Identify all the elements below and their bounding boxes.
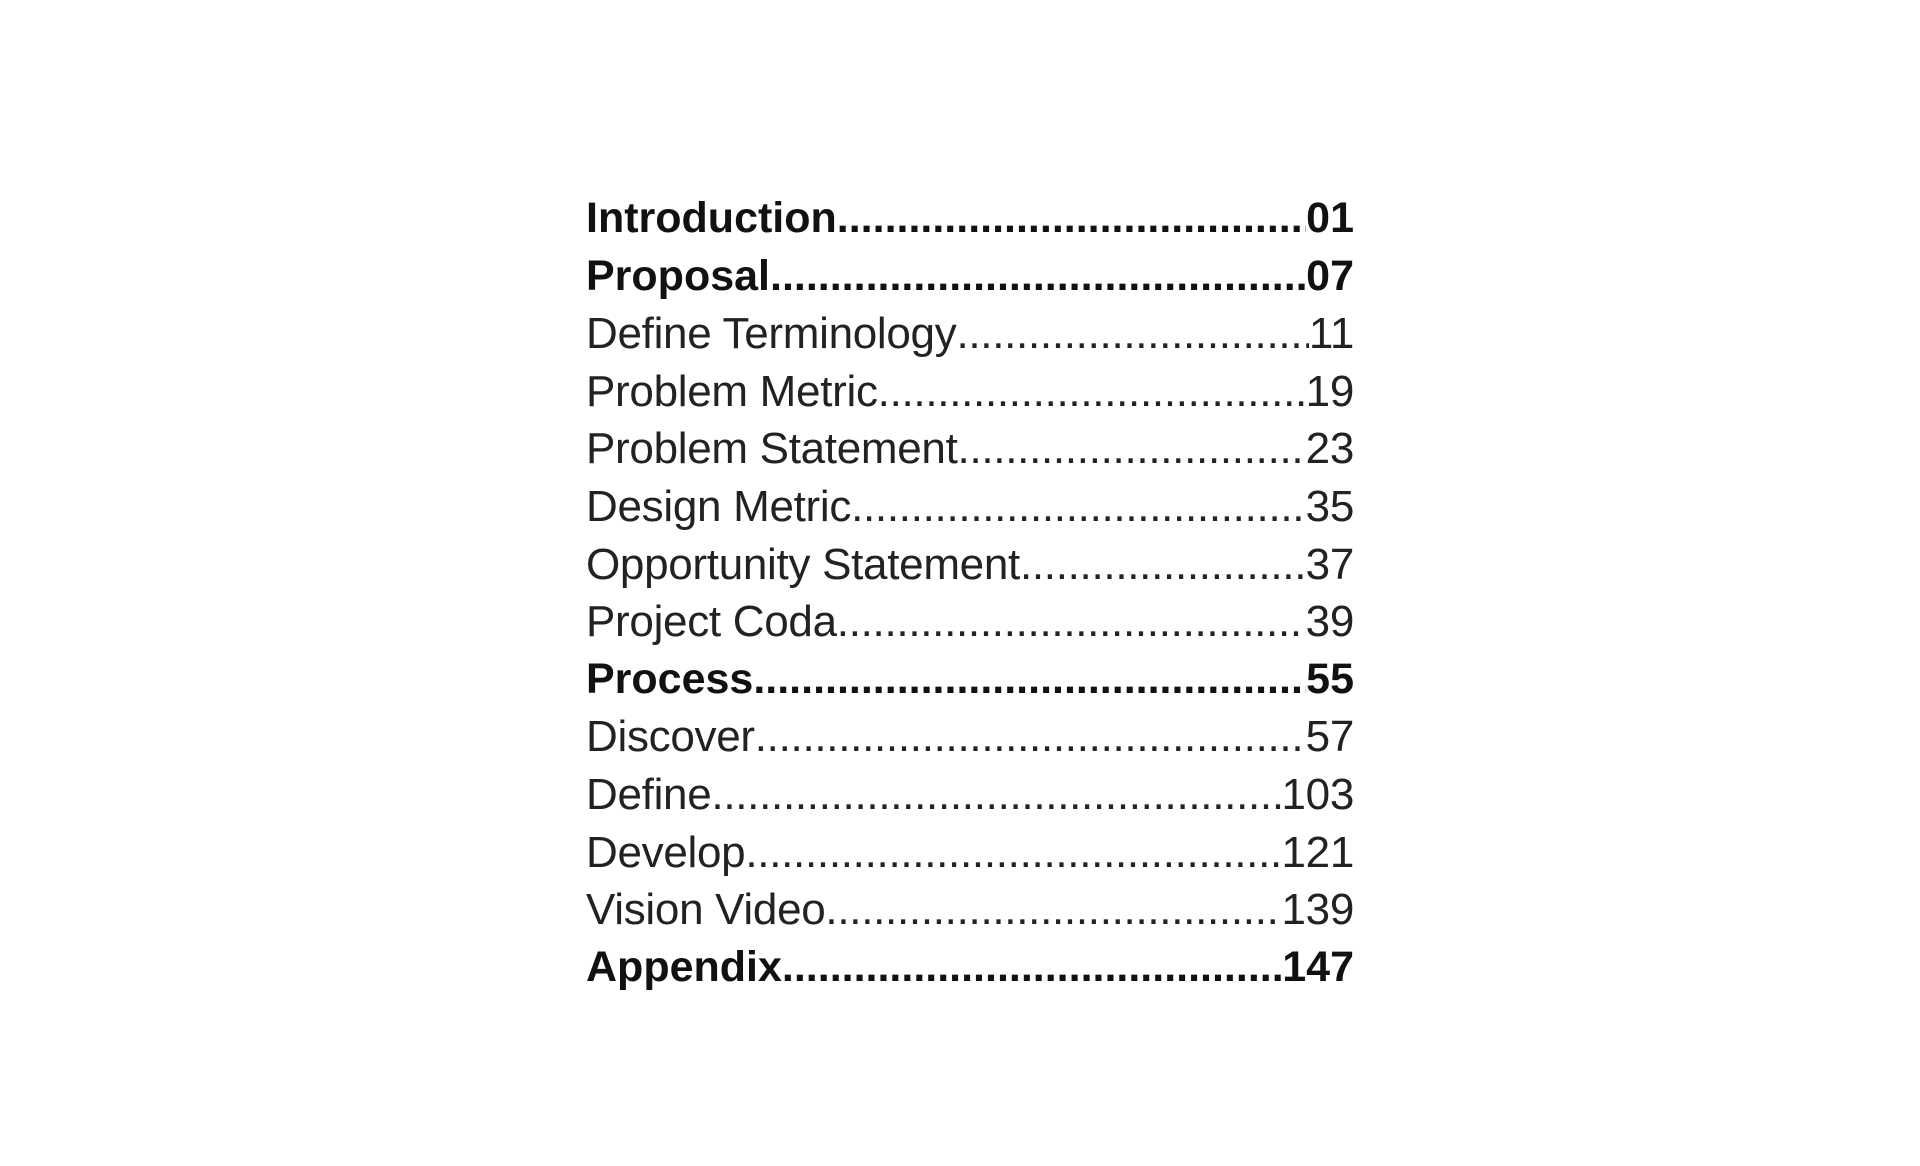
toc-dot-leader: [837, 593, 1306, 651]
toc-dot-leader: [825, 881, 1281, 939]
toc-dot-leader: [878, 363, 1306, 421]
toc-entry-page-number: 37: [1305, 539, 1354, 589]
toc-entry-page-number: 121: [1281, 827, 1354, 877]
toc-dot-leader: [711, 766, 1281, 824]
toc-entry-define-terminology: [586, 305, 1354, 363]
toc-entry-label: Problem Metric: [586, 366, 878, 416]
toc-entry-label: Appendix: [586, 942, 782, 991]
toc-entry-label: Opportunity Statement: [586, 539, 1020, 589]
toc-entry-label: Discover: [586, 712, 755, 762]
toc-entry-problem-metric: [586, 363, 1354, 421]
toc-entry-appendix: [586, 939, 1354, 997]
toc-entry-introduction: [586, 190, 1354, 248]
toc-entry-page-number: 01: [1306, 194, 1354, 242]
toc-entry-label: Develop: [586, 827, 746, 877]
toc-entry-discover: [586, 708, 1354, 766]
toc-entry-label: Define Terminology: [586, 309, 957, 359]
toc-dot-leader: [958, 420, 1306, 478]
toc-entry-define: [586, 766, 1354, 824]
toc-dot-leader: [782, 939, 1282, 997]
toc-entry-design-metric: [586, 478, 1354, 536]
toc-dot-leader: [770, 248, 1306, 306]
toc-dot-leader: [837, 190, 1306, 248]
toc-entry-label: Vision Video: [586, 885, 826, 935]
toc-entry-label: Proposal: [586, 251, 770, 300]
toc-entry-page-number: 39: [1305, 597, 1354, 647]
toc-dot-leader: [755, 708, 1306, 766]
toc-entry-problem-statement: [586, 420, 1354, 478]
toc-entry-page-number: 23: [1305, 424, 1354, 474]
toc-entry-label: Define: [586, 769, 712, 819]
toc-entry-label: Project Coda: [586, 597, 837, 647]
table-of-contents: [586, 190, 1354, 996]
toc-dot-leader: [745, 824, 1281, 882]
toc-entry-page-number: 57: [1305, 712, 1354, 762]
toc-dot-leader: [753, 651, 1306, 709]
toc-dot-leader: [851, 478, 1306, 536]
toc-entry-page-number: 55: [1306, 654, 1354, 703]
toc-entry-opportunity-statement: [586, 536, 1354, 594]
toc-entry-project-coda: [586, 593, 1354, 651]
toc-dot-leader: [1020, 536, 1306, 594]
toc-entry-page-number: 19: [1305, 366, 1354, 416]
toc-entry-label: Introduction: [586, 194, 837, 242]
toc-entry-page-number: 147: [1282, 942, 1354, 991]
toc-entry-page-number: 103: [1281, 769, 1354, 819]
toc-entry-develop: [586, 824, 1354, 882]
toc-entry-vision-video: [586, 881, 1354, 939]
toc-entry-page-number: 35: [1305, 481, 1354, 531]
toc-entry-proposal: [586, 248, 1354, 306]
toc-entry-page-number: 11: [1308, 309, 1354, 359]
toc-dot-leader: [956, 305, 1308, 363]
toc-entry-page-number: 07: [1306, 251, 1354, 300]
toc-entry-page-number: 139: [1281, 885, 1354, 935]
toc-entry-label: Process: [586, 654, 754, 703]
toc-entry-label: Design Metric: [586, 481, 852, 531]
toc-entry-process: [586, 651, 1354, 709]
toc-entry-label: Problem Statement: [586, 424, 958, 474]
